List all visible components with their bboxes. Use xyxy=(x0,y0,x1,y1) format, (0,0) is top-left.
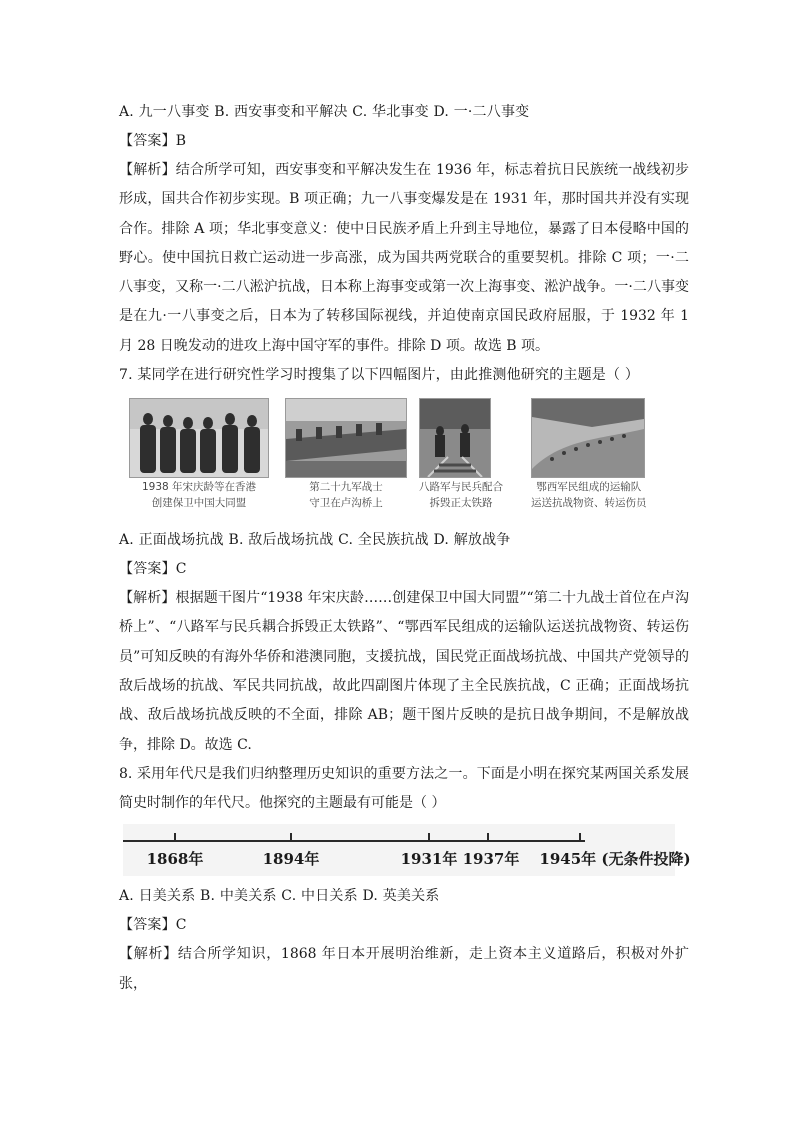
photo-soong-chingling-image xyxy=(129,398,269,478)
photo-caption-line1: 第二十九军战士 xyxy=(309,481,383,494)
photo-caption-line2: 创建保卫中国大同盟 xyxy=(151,497,247,510)
q8-stem: 8. 采用年代尺是我们归纳整理历史知识的重要方法之一。下面是小明在探究某两国关系发展简史时制作的年代尺。他探究的主题最有可能是（ ） xyxy=(119,765,689,812)
timeline-tick xyxy=(174,833,176,842)
timeline-axis xyxy=(123,840,585,842)
photo-zhengtai-railway xyxy=(419,398,503,510)
timeline-tick xyxy=(487,833,489,842)
q7-analysis: 【解析】根据题干图片“1938 年宋庆龄……创建保卫中国大同盟”“第二十九战士首位在卢沟桥上”、“八路军与民兵耦合拆毁正太铁路”、“鄂西军民组成的运输队运送抗战物资、转运伤员”可知反映的有海外华侨和港澳同胞，支援抗战，国民党正面战场抗战、中国共产党领导的敌后战场的抗战、军民共同抗战，故此四副图片体现了主全民族抗战，C 正确；正面战场抗战、敌后战场抗战反映的不全面，排除 AB；题干图片反映的是抗日战争期间，不是解放战争，排除 D。故选 C. xyxy=(119,590,689,753)
photo-caption-line1: 八路军与民兵配合 xyxy=(419,481,503,494)
photo-caption-line2: 守卫在卢沟桥上 xyxy=(309,497,383,510)
photo-caption-line1: 1938 年宋庆龄等在香港 xyxy=(141,481,257,494)
q6-options: A. 九一八事变 B. 西安事变和平解决 C. 华北事变 D. 一·二八事变 xyxy=(119,104,530,120)
document-page xyxy=(119,98,689,999)
q7-answer: 【答案】C xyxy=(119,561,187,578)
q8-answer: 【答案】C xyxy=(119,917,187,934)
timeline-label: 1937年 xyxy=(462,850,520,869)
q8-analysis: 【解析】结合所学知识，1868 年日本开展明治维新，走上资本主义道路后，积极对外扩张， xyxy=(119,946,689,992)
timeline-tick xyxy=(579,833,581,842)
photo-caption-line2: 运送抗战物资、转运伤员 xyxy=(531,497,647,510)
photo-caption-line1: 鄂西军民组成的运输队 xyxy=(536,481,642,494)
q7-options: A. 正面战场抗战 B. 敌后战场抗战 C. 全民族抗战 D. 解放战争 xyxy=(119,532,511,549)
photo-zhengtai-railway-image xyxy=(419,398,491,478)
timeline-tick xyxy=(290,833,292,842)
photo-lugou-bridge-image xyxy=(285,398,407,478)
photo-exi-transport xyxy=(531,398,647,510)
timeline-label: 1894年 xyxy=(262,850,320,869)
photo-exi-transport-image xyxy=(531,398,645,478)
timeline-label: 1945年 (无条件投降) xyxy=(539,850,691,869)
photo-lugou-bridge xyxy=(285,398,407,510)
timeline-tick xyxy=(428,833,430,842)
q7-photo-strip xyxy=(119,398,689,522)
q8-options: A. 日美关系 B. 中美关系 C. 中日关系 D. 英美关系 xyxy=(119,888,440,905)
q6-answer: 【答案】B xyxy=(119,133,187,149)
year-timeline xyxy=(119,824,689,880)
q7-stem: 7. 某同学在进行研究性学习时搜集了以下四幅图片，由此推测他研究的主题是（ ） xyxy=(119,367,640,384)
timeline-label: 1931年 xyxy=(400,850,458,869)
photo-soong-chingling xyxy=(129,398,269,510)
timeline-label: 1868年 xyxy=(146,850,204,869)
q6-analysis: 【解析】结合所学可知，西安事变和平解决发生在 1936 年，标志着抗日民族统一战线初步形成，国共合作初步实现。B 项正确；九一八事变爆发是在 1931 年，那时国共并没有实现合作。排除 A 项；华北事变意义：使中日民族矛盾上升到主导地位，暴露了日本侵略中国的野心。使中国抗日救亡运动进一步高涨，成为国共两党联合的重要契机。排除 C 项；一·二八事变，又称一·二八淞沪抗战，日本称上海事变或第一次上海事变、淞沪战争。一·二八事变是在九·一八事变之后，日本为了转移国际视线，并迫使南京国民政府屈服，于 1932 年 1 月 28 日晚发动的进攻上海中国守军的事件。排除 D 项。故选 B 项。 xyxy=(119,162,689,354)
photo-caption-line2: 拆毁正太铁路 xyxy=(429,497,493,510)
